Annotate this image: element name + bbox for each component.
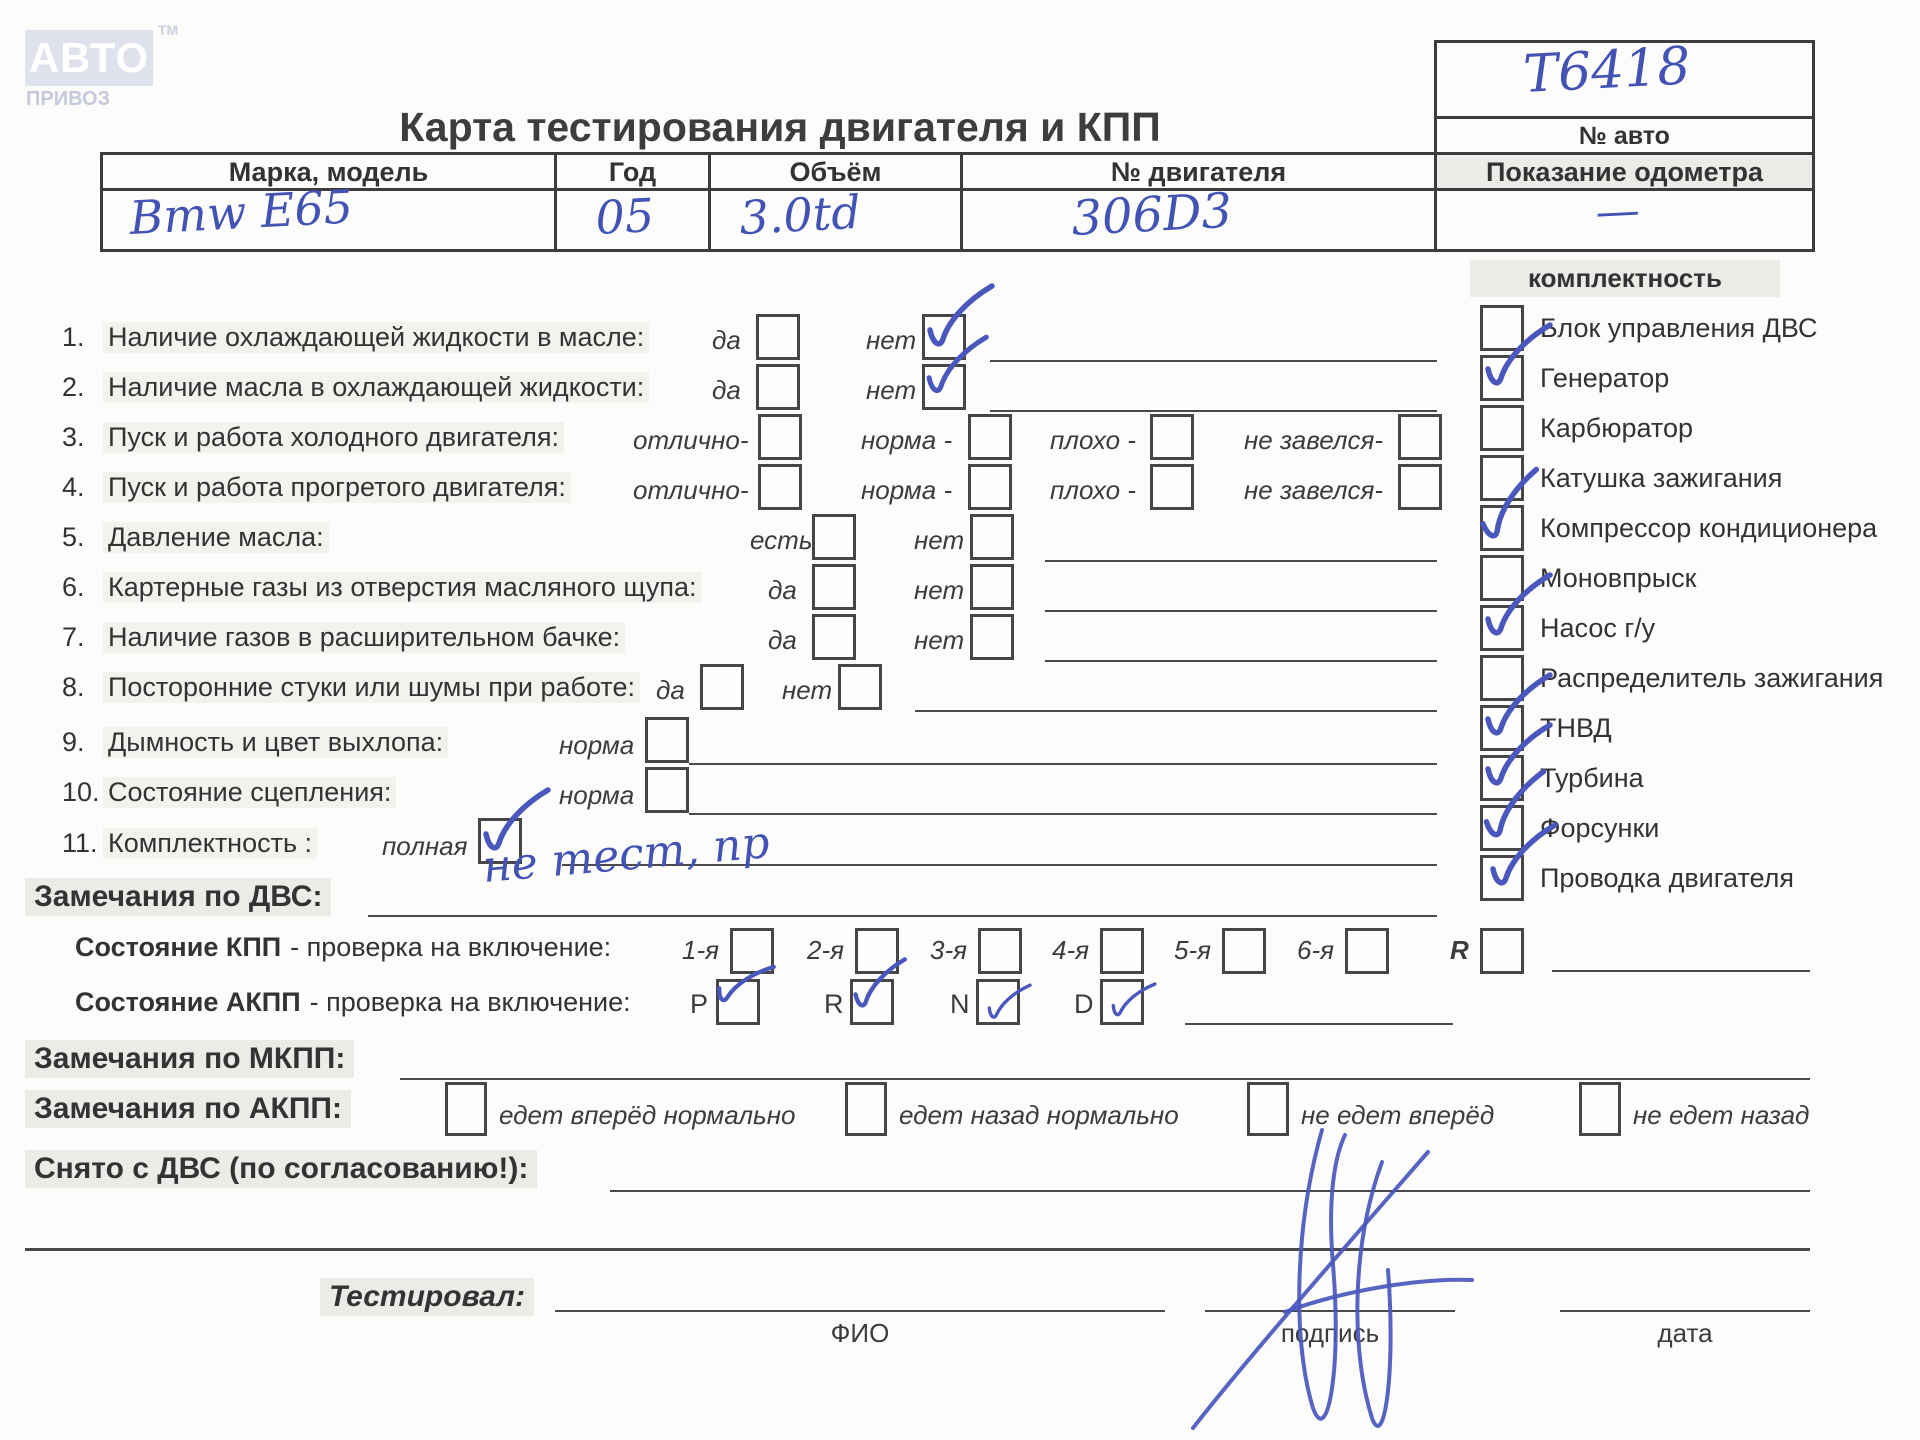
akpp-gear-label-r: R [824,989,844,1019]
divider-line [25,1248,1810,1251]
page-title: Карта тестирования двигателя и КПП [399,104,1161,150]
item-number: 5. [62,522,85,552]
item-label: Пуск и работа прогретого двигателя: [103,472,571,503]
option-label-ne-zavelsya: не завелся- [1244,425,1384,455]
car-number-label: № авто [1437,116,1812,152]
akpp-remark-option-3: не едет вперёд [1301,1100,1495,1130]
akpp-gear-label-p: P [690,989,709,1019]
logo-subtitle [26,88,154,111]
autoprivoz-logo [25,30,153,86]
item-label: Посторонние стуки или шумы при работе: [103,672,640,703]
signature-line[interactable] [1205,1310,1455,1312]
option-label-net: нет [782,675,833,705]
date-line[interactable] [1560,1310,1810,1312]
akpp-checkbox-d[interactable] [1100,979,1144,1025]
gear-checkbox-4[interactable] [1100,928,1144,974]
check-row-7 [0,622,1920,674]
check-row-2 [0,372,1920,424]
checkbox-net[interactable] [970,564,1014,610]
item-number: 11. [62,828,98,858]
cell-year[interactable] [557,188,708,249]
checkbox-net[interactable] [970,614,1014,660]
check-row-5 [0,522,1920,574]
gear-label-3: 3-я [930,935,968,965]
option-label-da: да [768,625,797,655]
checkbox-net[interactable] [970,514,1014,560]
check-row-6 [0,572,1920,624]
col-brand [103,155,557,249]
tested-by-label: Тестировал: [320,1278,534,1316]
akpp-remark-checkbox-4[interactable] [1579,1082,1621,1136]
fio-line[interactable] [555,1310,1165,1312]
checkbox-norma[interactable] [645,717,689,763]
akpp-remarks-label: Замечания по АКПП: [25,1090,351,1128]
option-label-otlichno: отлично- [633,425,749,455]
checkbox-net[interactable] [922,314,966,360]
check-row-8 [0,672,1920,724]
item-number: 7. [62,622,85,652]
option-label-ploho: плохо - [1050,425,1136,455]
gear-label-4: 4-я [1052,935,1090,965]
option-label-polnaya: полная [382,831,468,861]
option-label-net: нет [866,375,917,405]
item-number: 8. [62,672,85,702]
write-line [1045,560,1437,562]
header-year: Год [557,155,708,191]
car-number-cell[interactable] [1437,36,1812,116]
akpp-checkbox-r[interactable] [850,979,894,1025]
option-label-norma: норма [559,780,635,810]
akpp-label-rest: - проверка на включение: [309,987,631,1017]
completeness-4-label: Компрессор кондиционера [1540,513,1878,543]
header-engine-no: № двигателя [963,155,1434,191]
checkbox-net[interactable] [838,664,882,710]
completeness-9-label: Турбина [1540,763,1644,793]
col-odometer [1437,155,1812,249]
checkbox-ploho[interactable] [1150,464,1194,510]
item-label: Наличие масла в охлаждающей жидкости: [103,372,649,403]
akpp-remark-option-2: едет назад нормально [899,1100,1179,1130]
checkbox-ne-zavelsya[interactable] [1398,464,1442,510]
gear-checkbox-3[interactable] [978,928,1022,974]
check-row-10 [0,777,1920,829]
gear-label-r: R [1450,935,1469,965]
logo-subtitle-text: ПРИВОЗ [26,88,111,110]
item-label: Дымность и цвет выхлопа: [103,727,448,758]
kpp-label-bold: Состояние КПП [75,932,282,962]
mkpp-remarks-label: Замечания по МКПП: [25,1040,354,1078]
check-row-9 [0,727,1920,779]
akpp-label [75,987,631,1018]
signature-caption: подпись [1280,1318,1380,1348]
write-line [1045,660,1437,662]
option-label-da: да [656,675,685,705]
item-label: Наличие охлаждающей жидкости в масле: [103,322,649,353]
cell-odometer[interactable] [1437,184,1812,249]
write-line [915,710,1437,712]
logo-text: АВТО [28,34,150,81]
akpp-gear-label-n: N [950,989,970,1019]
mkpp-remarks-line[interactable] [400,1078,1810,1080]
vehicle-table [100,152,1815,252]
option-label-ne-zavelsya: не завелся- [1244,475,1384,505]
option-label-net: нет [866,325,917,355]
car-number-handwriting: Т6418 [1521,36,1692,106]
akpp-remark-checkbox-2[interactable] [845,1082,887,1136]
gear-checkbox-2[interactable] [855,928,899,974]
option-label-da: да [712,325,741,355]
checkbox-norma[interactable] [645,767,689,813]
option-label-da: да [768,575,797,605]
dvs-remarks-handwriting: не тест, пр [480,817,772,893]
completeness-8-label: ТНВД [1540,713,1612,743]
year-handwriting: 05 [594,188,656,245]
item-number: 4. [62,472,85,502]
cell-volume[interactable] [711,184,960,249]
col-engine [963,155,1437,249]
cell-brand[interactable] [103,179,554,249]
kpp-row [0,932,1920,984]
kpp-label [75,932,611,963]
gear-label-2: 2-я [807,935,845,965]
completeness-0-label: Блок управления ДВС [1540,313,1818,343]
completeness-3-label: Катушка зажигания [1540,463,1783,493]
checkbox-da[interactable] [756,364,800,410]
item-number: 10. [62,777,100,807]
akpp-checkbox-p[interactable] [716,979,760,1025]
akpp-remark-checkbox-3[interactable] [1247,1082,1289,1136]
date-caption: дата [1657,1318,1713,1348]
checkbox-norma[interactable] [968,464,1012,510]
option-label-ploho: плохо - [1050,475,1136,505]
checkbox-norma[interactable] [968,414,1012,460]
fio-caption: ФИО [830,1318,890,1348]
completeness-1-label: Генератор [1540,363,1670,393]
completeness-title: комплектность [1470,260,1780,297]
checkbox-da[interactable] [812,564,856,610]
akpp-remark-checkbox-1[interactable] [445,1082,487,1136]
write-line [689,813,1437,815]
col-volume [711,155,963,249]
checkbox-net[interactable] [922,364,966,410]
option-label-net: нет [914,575,965,605]
engine-no-handwriting: 306D3 [1070,182,1234,247]
akpp-remark-option-4: не едет назад [1633,1100,1810,1130]
option-label-net: нет [914,525,965,555]
odometer-handwriting: — [1594,184,1641,238]
gear-label-6: 6-я [1297,935,1335,965]
write-line [990,410,1437,412]
write-line [1552,970,1810,972]
logo-tm-mark: ТМ [158,22,179,38]
option-label-est: есть [750,525,813,555]
checkbox-otlichno[interactable] [758,414,802,460]
completeness-6-label: Насос г/у [1540,613,1656,643]
akpp-label-bold: Состояние АКПП [75,987,301,1017]
completeness-5-label: Моновпрыск [1540,563,1697,593]
option-label-da: да [712,375,741,405]
header-odometer: Показание одометра [1437,155,1812,191]
item-number: 9. [62,727,85,757]
option-label-net: нет [914,625,965,655]
volume-handwriting: 3.0td [738,184,862,245]
item-label: Давление масла: [103,522,329,553]
option-label-norma: норма [559,730,635,760]
check-row-4 [0,472,1920,524]
gear-checkbox-1[interactable] [730,928,774,974]
completeness-11-label: Проводка двигателя [1540,863,1794,893]
checkbox-da[interactable] [700,664,744,710]
item-label: Картерные газы из отверстия масляного щупа: [103,572,702,603]
gear-checkbox-5[interactable] [1222,928,1266,974]
write-line [689,763,1437,765]
akpp-row [0,987,1920,1039]
gear-label-1: 1-я [682,935,720,965]
write-line [990,360,1437,362]
item-number: 1. [62,322,85,352]
cell-engine-no[interactable] [963,182,1434,249]
car-number-box [1434,36,1815,152]
option-label-otlichno: отлично- [633,475,749,505]
col-year [557,155,711,249]
checkbox-da[interactable] [812,614,856,660]
akpp-gear-label-d: D [1074,989,1094,1019]
checkbox-da[interactable] [756,314,800,360]
checkbox-otlichno[interactable] [758,464,802,510]
option-label-norma: норма - [861,425,953,455]
removed-from-engine-label: Снято с ДВС (по согласованию!): [25,1150,537,1188]
checkbox-ploho[interactable] [1150,414,1194,460]
gear-checkbox-r[interactable] [1480,928,1524,974]
item-number: 6. [62,572,85,602]
gear-checkbox-6[interactable] [1345,928,1389,974]
item-label: Пуск и работа холодного двигателя: [103,422,564,453]
kpp-label-rest: - проверка на включение: [290,932,612,962]
completeness-2-label: Карбюратор [1540,413,1694,443]
completeness-10-label: Форсунки [1540,813,1660,843]
completeness-7-label: Распределитель зажигания [1540,663,1884,693]
removed-line[interactable] [610,1190,1810,1192]
checkbox-ne-zavelsya[interactable] [1398,414,1442,460]
check-row-3 [0,422,1920,474]
brand-handwriting: Bmw E65 [128,179,355,245]
header-volume: Объём [711,155,960,191]
gear-label-5: 5-я [1174,935,1212,965]
checkbox-est[interactable] [812,514,856,560]
akpp-remark-option-1: едет вперёд нормально [499,1100,796,1130]
check-row-11 [0,828,1920,880]
item-label: Комплектность : [103,828,317,859]
item-label: Наличие газов в расширительном бачке: [103,622,625,653]
akpp-checkbox-n[interactable] [976,979,1020,1025]
header-brand: Марка, модель [103,155,554,191]
dvs-remarks-label: Замечания по ДВС: [25,878,331,916]
write-line [1185,1023,1453,1025]
item-number: 3. [62,422,85,452]
item-label: Состояние сцепления: [103,777,396,808]
write-line [1045,610,1437,612]
item-number: 2. [62,372,85,402]
dvs-remarks-line[interactable] [368,915,1437,917]
option-label-norma: норма - [861,475,953,505]
